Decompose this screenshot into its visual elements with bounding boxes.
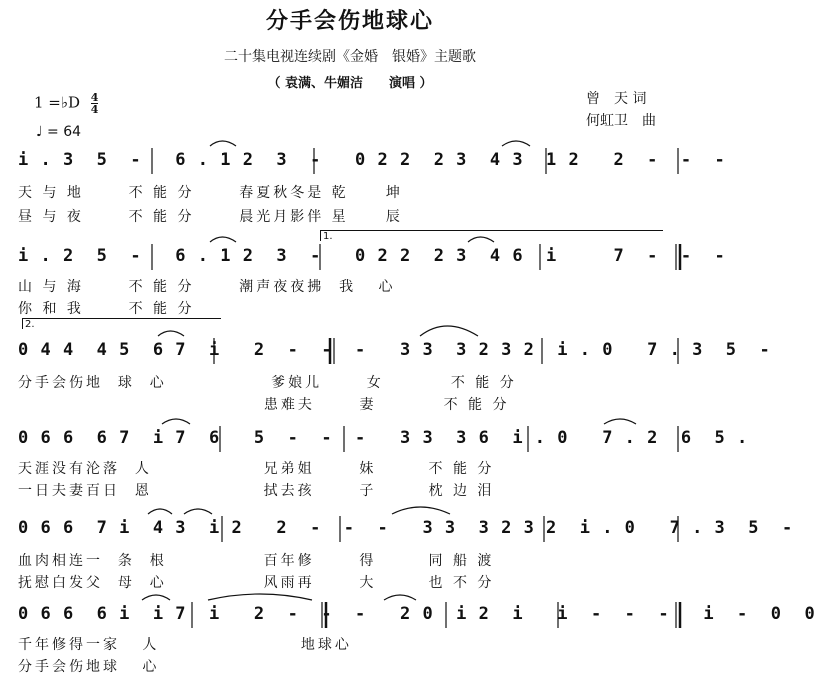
notation-row-6: 0 6 6 6 i i 7 i 2 - - - 2 0 i 2 i i - - - i - 0 0: [18, 604, 816, 624]
slur: [392, 507, 450, 514]
notation-row-5: 0 6 6 7 i 4 3 i 2 2 - - - 3 3 3 2 3 2 i . 0 7 . 3 5 -: [18, 518, 794, 538]
slur: [210, 141, 236, 146]
slur: [384, 595, 416, 600]
time-top: 4: [90, 91, 99, 104]
volta-1-bracket: 1.: [320, 230, 663, 241]
slur: [210, 237, 236, 242]
lyric-row-3-verse-2: 患难夫 妻 不 能 分: [18, 397, 510, 413]
lyric-row-6-verse-2: 分手会伤地球 心: [18, 659, 160, 675]
slur: [142, 595, 170, 600]
key-signature: [34, 92, 98, 115]
key-text: 1 =♭D: [34, 93, 80, 112]
lyric-row-4-verse-2: 一日夫妻百日 恩 拭去孩 子 枕 边 泪: [18, 483, 495, 499]
slur: [158, 331, 184, 336]
slur: [502, 141, 530, 146]
lyric-row-2-verse-1: 山 与 海 不 能 分 潮声夜夜拂 我 心: [18, 279, 396, 295]
slur: [162, 419, 190, 424]
time-signature: [91, 92, 99, 115]
slur: [208, 594, 312, 600]
notation-row-3: 0 4 4 4 5 6 7 i 2 - - - 3 3 3 2 3 2 i . 0 7 . 3 5 -: [18, 340, 771, 360]
lyric-row-5-verse-1: 血肉相连一 条 根 百年修 得 同 船 渡: [18, 553, 495, 569]
slur: [148, 509, 172, 514]
notation-row-1: i . 3 5 - 6 . 1 2 3 - 0 2 2 2 3 4 3 1 2 2 - - -: [18, 150, 726, 170]
credits: [586, 88, 656, 132]
lyric-row-1-verse-2: 昼 与 夜 不 能 分 晨光月影伴 星 辰: [18, 209, 403, 225]
slur: [184, 509, 212, 514]
lyric-row-4-verse-1: 天涯没有沦落 人 兄弟姐 妹 不 能 分: [18, 461, 495, 477]
time-bottom: 4: [90, 103, 99, 116]
slur: [420, 326, 478, 336]
volta-2-bracket: 2.: [22, 318, 221, 329]
slur: [604, 419, 636, 424]
lyric-row-3-verse-1: 分手会伤地 球 心 爹娘儿 女 不 能 分: [18, 375, 517, 391]
composer: 何虹卫 曲: [586, 113, 656, 129]
lyric-row-1-verse-1: 天 与 地 不 能 分 春夏秋冬是 乾 坤: [18, 185, 403, 201]
notation-row-2: i . 2 5 - 6 . 1 2 3 - 0 2 2 2 3 4 6 i 7 - - -: [18, 246, 726, 266]
lyricist: 曾 天 词: [586, 91, 647, 107]
song-title: 分手会伤地球心: [265, 9, 434, 34]
lyric-row-6-verse-1: 千年修得一家 人 地球心: [18, 637, 352, 653]
song-subtitle: 二十集电视连续剧《金婚 银婚》主题歌: [224, 49, 476, 65]
lyric-row-5-verse-2: 抚慰白发父 母 心 风雨再 大 也 不 分: [18, 575, 495, 591]
tempo-marking: ♩ = 64: [36, 124, 82, 140]
singers-line: （ 袁满、牛媚洁 演唱 ）: [267, 76, 433, 91]
lyric-row-2-verse-2: 你 和 我 不 能 分: [18, 301, 195, 317]
notation-row-4: 0 6 6 6 7 i 7 6 5 - - - 3 3 3 6 i . 0 7 . 2 6 5 .: [18, 428, 749, 448]
